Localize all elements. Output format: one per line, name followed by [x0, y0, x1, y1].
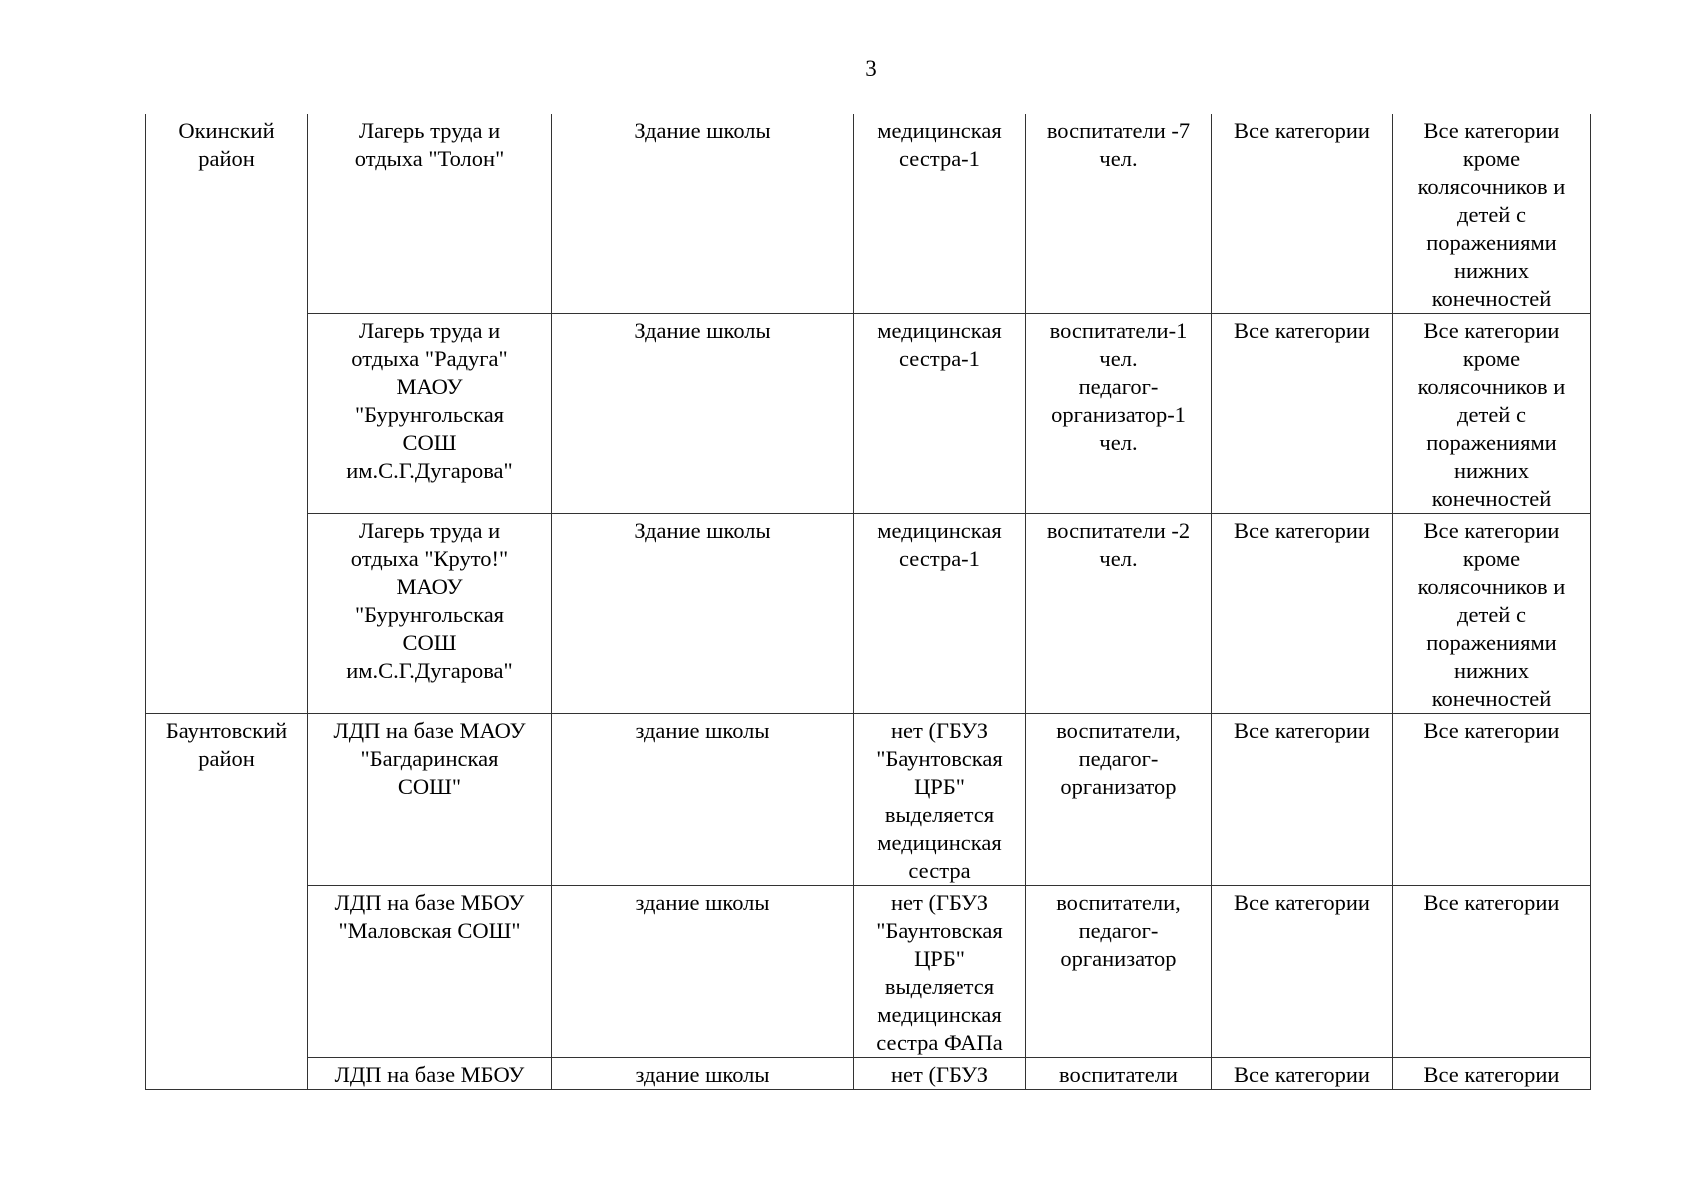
district-cell: Баунтовский район	[146, 714, 308, 1090]
camp-name-cell: ЛДП на базе МБОУ	[308, 1058, 552, 1090]
staff-cell: воспитатели, педагог- организатор	[1026, 886, 1212, 1058]
accessibility-cell: Все категории кроме колясочников и детей с поражениями нижних конечностей	[1393, 114, 1591, 314]
accessibility-cell: Все категории	[1393, 714, 1591, 886]
camp-name-cell: Лагерь труда и отдыха "Толон"	[308, 114, 552, 314]
building-cell: здание школы	[552, 1058, 854, 1090]
camps-table	[145, 114, 1591, 1090]
district-cell: Окинский район	[146, 114, 308, 714]
accessibility-cell: Все категории	[1393, 886, 1591, 1058]
accessibility-cell: Все категории кроме колясочников и детей с поражениями нижних конечностей	[1393, 314, 1591, 514]
camp-name-cell: ЛДП на базе МАОУ "Багдаринская СОШ"	[308, 714, 552, 886]
categories-cell: Все категории	[1212, 714, 1393, 886]
accessibility-cell: Все категории	[1393, 1058, 1591, 1090]
medical-staff-cell: медицинская сестра-1	[854, 514, 1026, 714]
staff-cell: воспитатели-1 чел. педагог- организатор-1 чел.	[1026, 314, 1212, 514]
staff-cell: воспитатели -2 чел.	[1026, 514, 1212, 714]
medical-staff-cell: нет (ГБУЗ "Баунтовская ЦРБ" выделяется медицинская сестра ФАПа	[854, 886, 1026, 1058]
categories-cell: Все категории	[1212, 514, 1393, 714]
categories-cell: Все категории	[1212, 1058, 1393, 1090]
table-row	[146, 886, 1591, 1058]
table-row	[146, 1058, 1591, 1090]
staff-cell: воспитатели, педагог- организатор	[1026, 714, 1212, 886]
building-cell: Здание школы	[552, 114, 854, 314]
staff-cell: воспитатели	[1026, 1058, 1212, 1090]
table-row	[146, 114, 1591, 314]
building-cell: здание школы	[552, 886, 854, 1058]
table-row	[146, 514, 1591, 714]
medical-staff-cell: нет (ГБУЗ	[854, 1058, 1026, 1090]
page-number: 3	[865, 56, 877, 81]
building-cell: Здание школы	[552, 514, 854, 714]
categories-cell: Все категории	[1212, 886, 1393, 1058]
medical-staff-cell: медицинская сестра-1	[854, 114, 1026, 314]
building-cell: Здание школы	[552, 314, 854, 514]
medical-staff-cell: нет (ГБУЗ "Баунтовская ЦРБ" выделяется медицинская сестра	[854, 714, 1026, 886]
staff-cell: воспитатели -7 чел.	[1026, 114, 1212, 314]
camp-name-cell: ЛДП на базе МБОУ "Маловская СОШ"	[308, 886, 552, 1058]
camp-name-cell: Лагерь труда и отдыха "Круто!" МАОУ "Бурунгольская СОШ им.С.Г.Дугарова"	[308, 514, 552, 714]
accessibility-cell: Все категории кроме колясочников и детей с поражениями нижних конечностей	[1393, 514, 1591, 714]
categories-cell: Все категории	[1212, 114, 1393, 314]
table-row	[146, 314, 1591, 514]
camp-name-cell: Лагерь труда и отдыха "Радуга" МАОУ "Бурунгольская СОШ им.С.Г.Дугарова"	[308, 314, 552, 514]
table-row	[146, 714, 1591, 886]
categories-cell: Все категории	[1212, 314, 1393, 514]
medical-staff-cell: медицинская сестра-1	[854, 314, 1026, 514]
building-cell: здание школы	[552, 714, 854, 886]
